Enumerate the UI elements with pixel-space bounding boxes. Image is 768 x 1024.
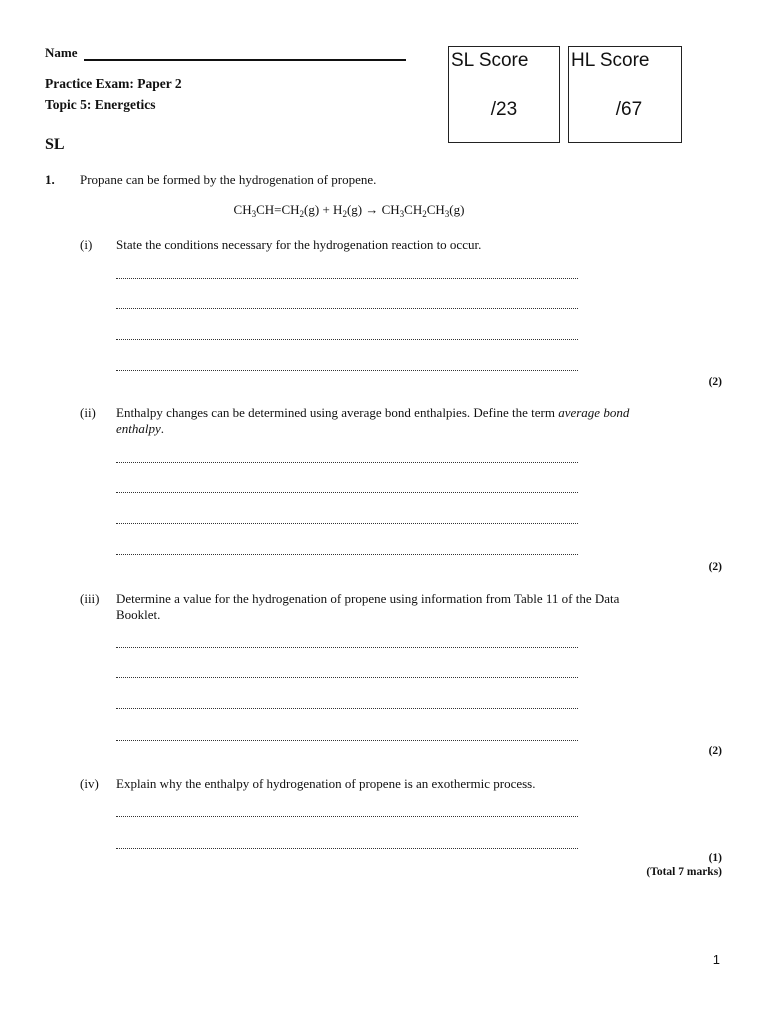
exam-title: Practice Exam: Paper 2 xyxy=(45,76,182,91)
reaction-equation: $CH_3CH=CH_2(g) + H_2(g) \to CH_3CH_2CH_3(g)$ xyxy=(233,202,465,219)
page-number: 1 xyxy=(712,952,720,967)
part-ii-number: (ii) xyxy=(80,405,96,420)
answer-line[interactable] xyxy=(116,308,578,309)
part-iv-text: Explain why the enthalpy of hydrogenation of propene is an exothermic process. xyxy=(116,776,536,791)
answer-line[interactable] xyxy=(116,523,578,524)
name-field[interactable] xyxy=(84,59,406,61)
sl-score-box xyxy=(448,46,560,143)
hl-score-value: /67 xyxy=(615,99,643,120)
topic-title: Topic 5: Energetics xyxy=(45,97,156,112)
sl-score-value: /23 xyxy=(490,99,518,120)
answer-line[interactable] xyxy=(116,554,578,555)
part-iii-number: (iii) xyxy=(80,591,100,606)
hl-score-box xyxy=(568,46,682,143)
question-number: 1. xyxy=(45,172,55,187)
answer-line[interactable] xyxy=(116,370,578,371)
part-iv-number: (iv) xyxy=(80,776,99,791)
part-i-number: (i) xyxy=(80,237,93,252)
section-heading: SL xyxy=(45,136,65,153)
answer-line[interactable] xyxy=(116,339,578,340)
part-iv-marks: (1) xyxy=(708,852,722,864)
name-label: Name xyxy=(45,45,78,60)
part-ii-text: Enthalpy changes can be determined using average bond enthalpies. Define the term average bond enthalpy. xyxy=(116,405,630,436)
answer-line[interactable] xyxy=(116,677,578,678)
hl-score-label: HL Score xyxy=(571,50,650,71)
total-marks: (Total 7 marks) xyxy=(646,866,722,878)
answer-line[interactable] xyxy=(116,278,578,279)
answer-line[interactable] xyxy=(116,848,578,849)
answer-line[interactable] xyxy=(116,708,578,709)
answer-line[interactable] xyxy=(116,647,578,648)
answer-line[interactable] xyxy=(116,462,578,463)
sl-score-label: SL Score xyxy=(451,50,529,71)
part-i-text: State the conditions necessary for the hydrogenation reaction to occur. xyxy=(116,237,482,252)
question-intro: Propane can be formed by the hydrogenation of propene. xyxy=(80,172,377,187)
answer-line[interactable] xyxy=(116,492,578,493)
answer-line[interactable] xyxy=(116,816,578,817)
part-i-marks: (2) xyxy=(708,376,722,388)
part-iii-marks: (2) xyxy=(708,745,722,757)
answer-line[interactable] xyxy=(116,740,578,741)
part-ii-marks: (2) xyxy=(708,561,722,573)
part-iii-text: Determine a value for the hydrogenation of propene using information from Table 11 of the Data Booklet. xyxy=(116,591,620,622)
